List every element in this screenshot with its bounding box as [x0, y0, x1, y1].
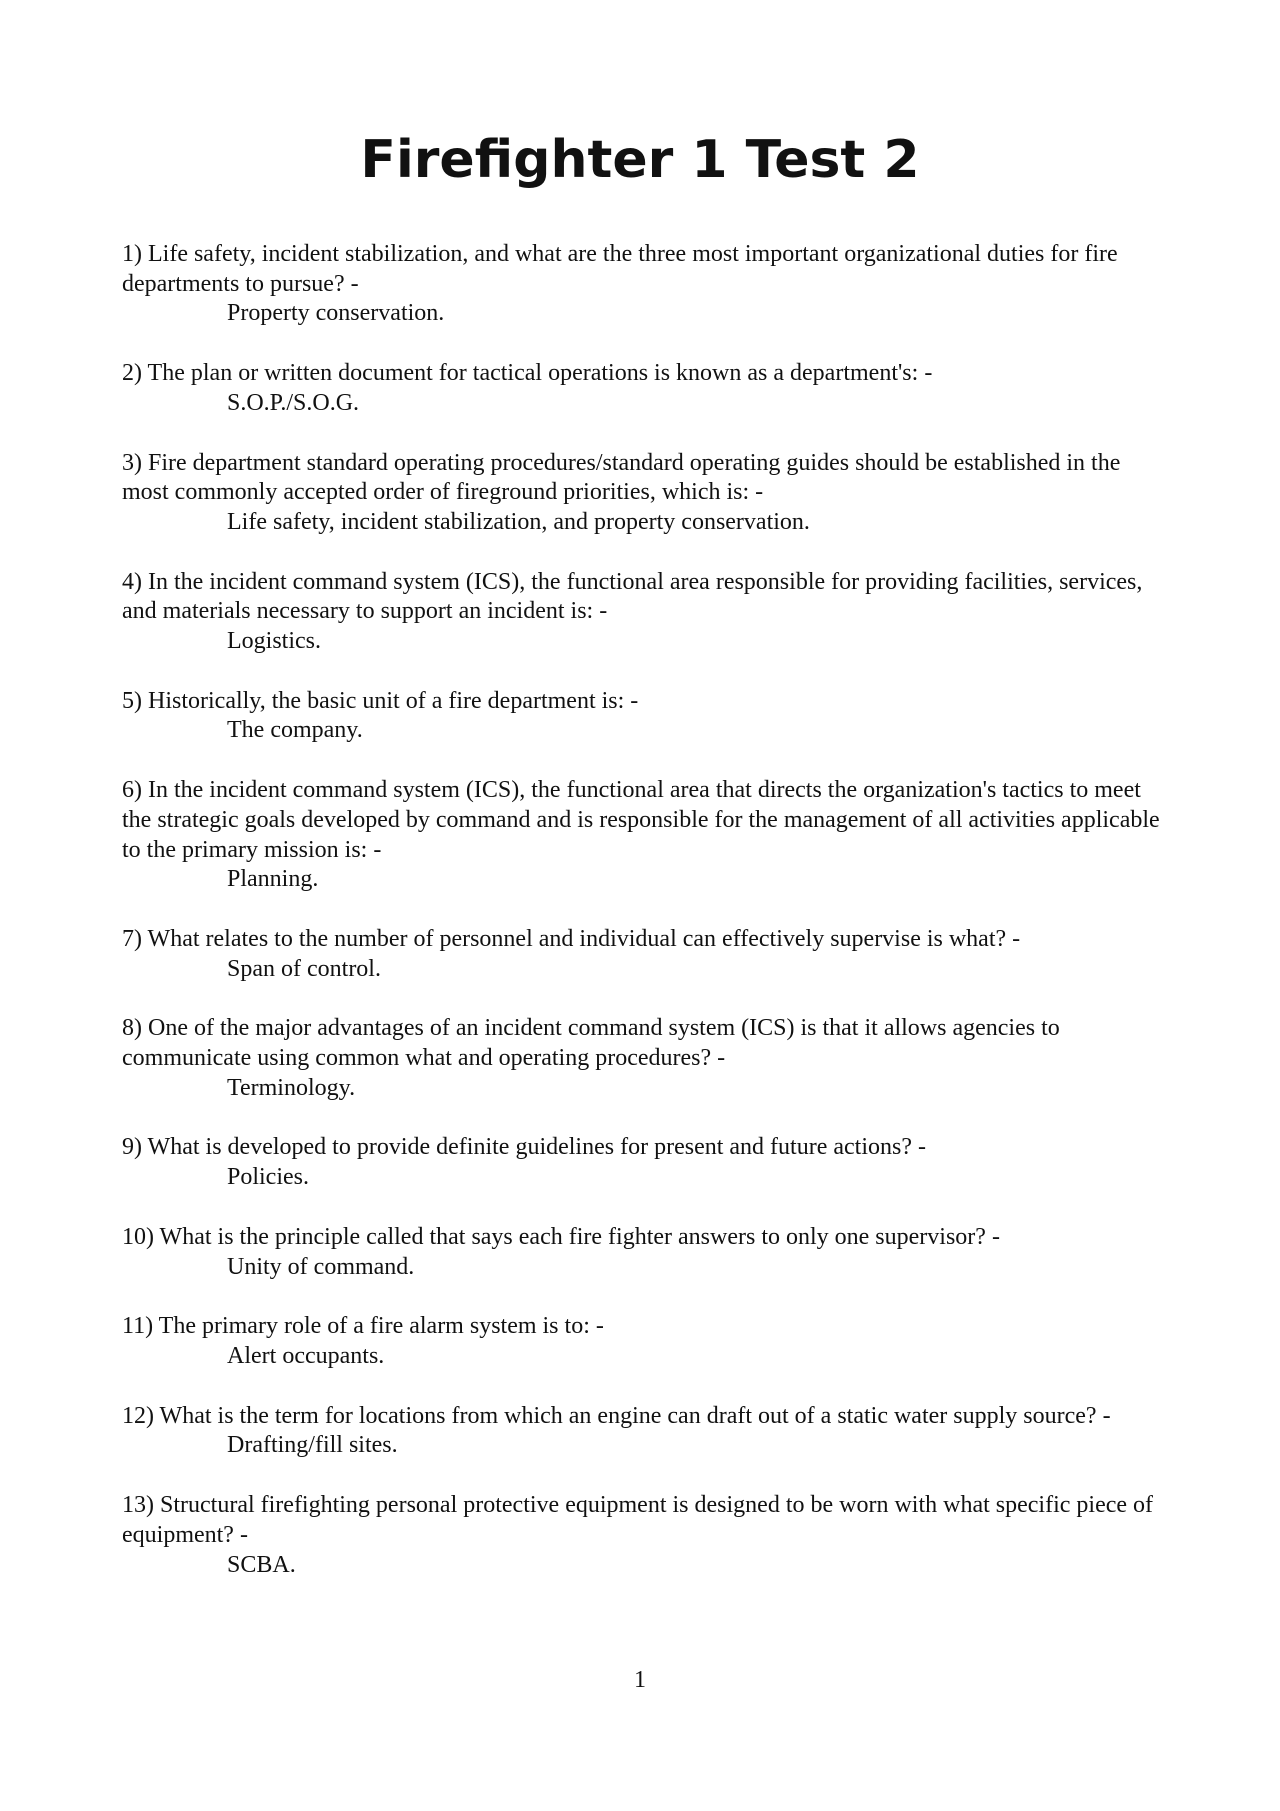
question-text: 12) What is the term for locations from which an engine can draft out of a static water supply source? - [122, 1402, 1111, 1429]
question-item-11 [122, 1312, 1172, 1371]
question-text: 7) What relates to the number of personnel and individual can effectively supervise is what? - [122, 925, 1021, 952]
page-number: 1 [634, 1667, 646, 1693]
question-item-8 [122, 1014, 1172, 1103]
answer-text: Alert occupants. [227, 1342, 385, 1369]
answer-text: Terminology. [227, 1074, 356, 1101]
answer-text: Drafting/fill sites. [227, 1432, 398, 1459]
answer-text: S.O.P./S.O.G. [227, 389, 360, 416]
question-item-13 [122, 1491, 1172, 1580]
answer-text: The company. [227, 717, 363, 744]
question-text: 5) Historically, the basic unit of a fire department is: - [122, 687, 639, 714]
answer-text: Unity of command. [227, 1253, 415, 1280]
page-title: Firefighter 1 Test 2 [360, 130, 920, 190]
question-text: 8) One of the major advantages of an incident command system (ICS) is that it allows agencies to communicate using common what and operating procedures? - [122, 1015, 1060, 1072]
answer-text: SCBA. [227, 1551, 296, 1578]
question-item-6 [122, 776, 1172, 895]
answer-text: Policies. [227, 1164, 309, 1191]
question-item-10 [122, 1223, 1172, 1282]
answer-text: Life safety, incident stabilization, and property conservation. [227, 508, 810, 535]
question-text: 2) The plan or written document for tactical operations is known as a department's: - [122, 360, 933, 387]
question-list [122, 240, 1172, 1610]
answer-text: Span of control. [227, 955, 381, 982]
question-text: 6) In the incident command system (ICS), the functional area that directs the organization's tactics to meet the strategic goals developed by command and is responsible for the management of all activities applicable to the primary mission is: - [122, 777, 1160, 863]
answer-text: Logistics. [227, 628, 321, 655]
question-item-2 [122, 359, 1172, 418]
question-item-9 [122, 1133, 1172, 1192]
question-item-1 [122, 240, 1172, 329]
question-item-5 [122, 687, 1172, 746]
question-item-12 [122, 1402, 1172, 1461]
question-text: 9) What is developed to provide definite guidelines for present and future actions? - [122, 1134, 926, 1161]
question-item-4 [122, 568, 1172, 657]
question-text: 1) Life safety, incident stabilization, and what are the three most important organizational duties for fire departments to pursue? - [122, 241, 1118, 297]
question-text: 13) Structural firefighting personal protective equipment is designed to be worn with what specific piece of equipment? - [122, 1492, 1154, 1548]
question-item-3 [122, 449, 1172, 538]
answer-text: Planning. [227, 866, 319, 893]
answer-text: Property conservation. [227, 300, 445, 327]
question-text: 11) The primary role of a fire alarm system is to: - [122, 1313, 604, 1340]
question-text: 10) What is the principle called that says each fire fighter answers to only one supervisor? - [122, 1223, 1000, 1250]
question-item-7 [122, 925, 1172, 984]
question-text: 4) In the incident command system (ICS), the functional area responsible for providing facilities, services, and materials necessary to support an incident is: - [122, 568, 1143, 625]
question-text: 3) Fire department standard operating procedures/standard operating guides should be established in the most commonly accepted order of fireground priorities, which is: - [122, 449, 1121, 506]
